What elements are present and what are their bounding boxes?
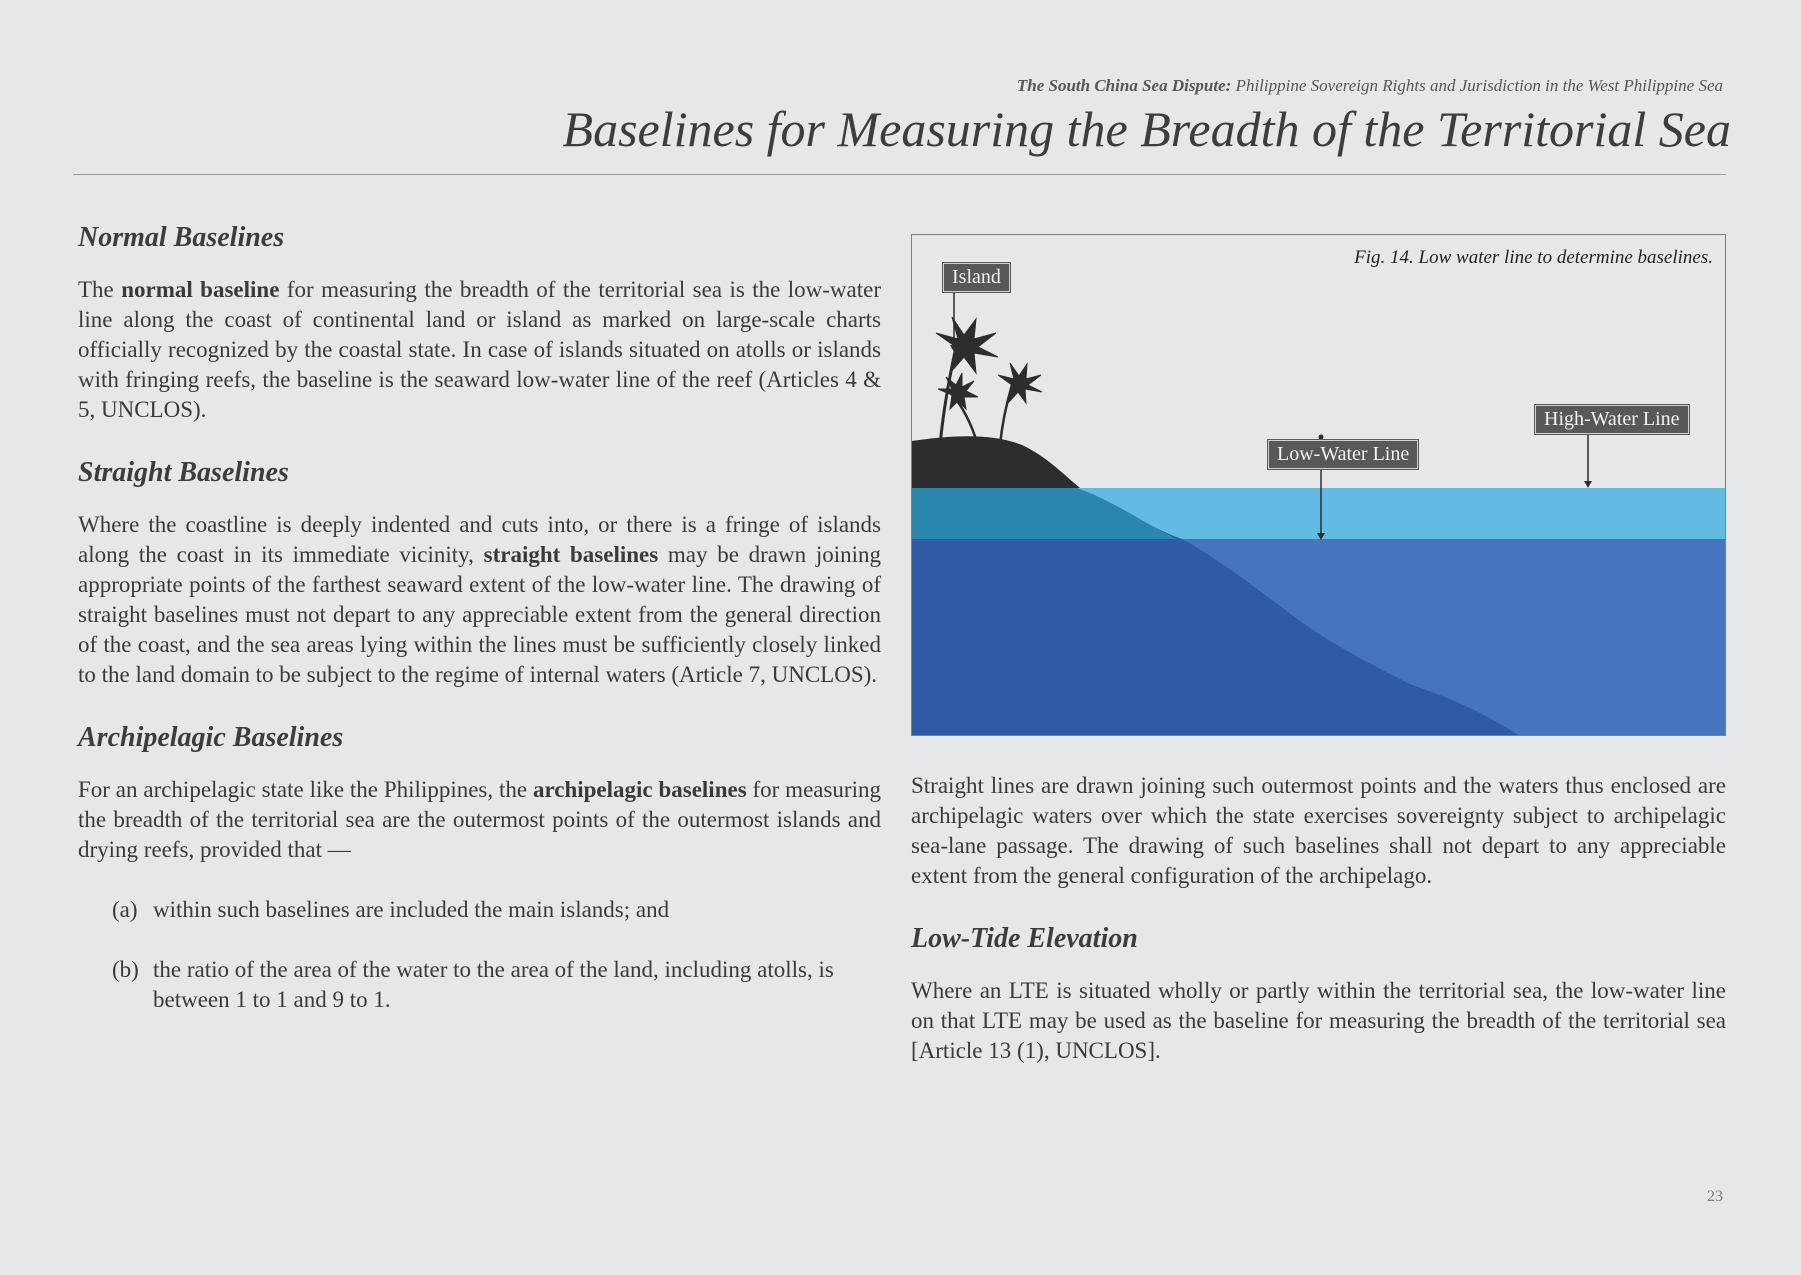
baseline-diagram bbox=[912, 235, 1726, 736]
paragraph-low-tide-elevation: Where an LTE is situated wholly or partly within the territorial sea, the low-water line on that LTE may be used as the baseline for measuring the breadth of the territorial sea [Article 13 (1), UNCLOS]. bbox=[911, 978, 1726, 1063]
list-text: within such baselines are included the main islands; and bbox=[153, 897, 670, 922]
heading-normal-baselines: Normal Baselines bbox=[78, 222, 285, 253]
paragraph-straight-baselines bbox=[78, 510, 881, 690]
heading-straight-baselines: Straight Baselines bbox=[78, 457, 289, 488]
low-water-line-label: Low-Water Line bbox=[1268, 440, 1418, 469]
figure-caption: Fig. 14. Low water line to determine baselines. bbox=[1354, 247, 1713, 268]
text: may be drawn joining appropriate points of the farthest seaward extent of the low-water line. The drawing of straight baselines must not depart to any appreciable extent from the general direction of the coast, and the sea areas lying within the lines must be sufficiently closely linked to the land domain to be subject to the regime of internal waters (Article 7, UNCLOS). bbox=[78, 542, 881, 687]
left-column bbox=[78, 222, 881, 1015]
paragraph-archipelagic-baselines bbox=[78, 775, 881, 865]
list-text: the ratio of the area of the water to the area of the land, including atolls, is between 1 to 1 and 9 to 1. bbox=[153, 957, 834, 1012]
island-land bbox=[912, 436, 1080, 488]
high-water-line-label: High-Water Line bbox=[1535, 405, 1689, 434]
running-head bbox=[1017, 76, 1723, 96]
list-item bbox=[78, 895, 881, 925]
book-subtitle: Philippine Sovereign Rights and Jurisdiction in the West Philippine Sea bbox=[1235, 76, 1723, 95]
list-marker: (b) bbox=[112, 957, 139, 982]
paragraph-normal-baselines bbox=[78, 275, 881, 425]
figure-low-water-line bbox=[911, 234, 1726, 736]
right-column bbox=[911, 771, 1726, 1066]
book-title: The South China Sea Dispute: bbox=[1016, 76, 1232, 95]
heading-archipelagic-baselines: Archipelagic Baselines bbox=[78, 722, 344, 753]
paragraph-archipelagic-continued: Straight lines are drawn joining such outermost points and the waters thus enclosed are archipelagic waters over which the state exercises sovereignty subject to archipelagic sea-lane passage. The drawing of such baselines shall not depart to any appreciable extent from the general configuration of the archipelago. bbox=[911, 773, 1726, 888]
term-straight-baselines: straight baselines bbox=[483, 542, 659, 567]
text: The bbox=[78, 277, 122, 302]
palm-tree-icon bbox=[936, 317, 1042, 445]
text: for measuring the breadth of the territorial sea are the outermost points of the outermost islands and drying reefs, provided that — bbox=[78, 777, 881, 862]
text: Where the coastline is deeply indented and cuts into, or there is a fringe of islands along the coast in its immediate vicinity, bbox=[78, 512, 881, 567]
text: for measuring the breadth of the territorial sea is the low-water line along the coast of continental land or island as marked on large-scale charts officially recognized by the coastal state. In case of islands situated on atolls or islands with fringing reefs, the baseline is the seaward low-water line of the reef (Articles 4 & 5, UNCLOS). bbox=[78, 277, 882, 422]
page-number: 23 bbox=[1707, 1188, 1723, 1205]
header-divider bbox=[73, 174, 1726, 175]
term-normal-baseline: normal baseline bbox=[121, 277, 280, 302]
heading-low-tide-elevation: Low-Tide Elevation bbox=[911, 923, 1138, 954]
term-archipelagic-baselines: archipelagic baselines bbox=[532, 777, 747, 802]
text: For an archipelagic state like the Philippines, the bbox=[78, 777, 533, 802]
page-title: Baselines for Measuring the Breadth of the Territorial Sea bbox=[562, 101, 1731, 157]
list-marker: (a) bbox=[112, 897, 138, 922]
island-label: Island bbox=[943, 263, 1010, 292]
list-item bbox=[78, 955, 881, 1015]
